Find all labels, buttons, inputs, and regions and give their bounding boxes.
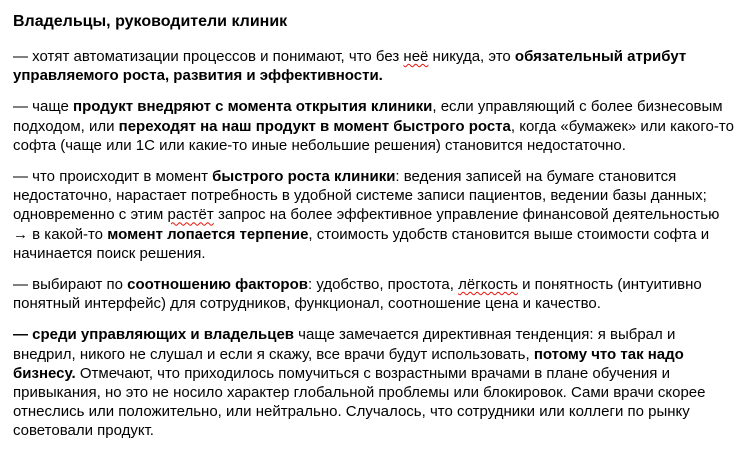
misspelled-word: неё bbox=[403, 48, 429, 65]
document-heading: Владельцы, руководители клиник bbox=[13, 13, 288, 30]
bold-text-run: соотношению факторов bbox=[127, 276, 308, 294]
text-run: и понятность (интуитивно понятный интерфейс) для сотрудников, функционал, соотношение цена и качество. bbox=[13, 276, 702, 313]
paragraph bbox=[13, 47, 736, 85]
bold-text-run: момент лопается терпение bbox=[107, 225, 309, 243]
bold-text-run: обязательный атрибут управляемого роста, развития и эффективности. bbox=[13, 48, 687, 85]
text-run: Отмечают, что приходилось помучиться с возрастными врачами в плане обучения и привыкания, но это не носило характер глобальной проблемы или блокировок. Сами врачи скорее отнеслись или положительно, или нейтрально. Случалось, что сотрудники или коллеги по рынку советовали продукт. bbox=[13, 364, 706, 440]
bold-text-run: — среди управляющих и владельцев bbox=[13, 326, 295, 344]
paragraph bbox=[13, 97, 736, 155]
misspelled-word: лёгкость bbox=[458, 276, 518, 294]
bold-text-run: переходят на наш продукт в момент быстрого роста bbox=[118, 117, 511, 135]
bold-text-run: потому что так надо бизнесу. bbox=[13, 345, 684, 382]
text-run: никуда, это bbox=[428, 48, 515, 65]
text-run: — хотят автоматизации процессов и понимают, что без bbox=[13, 48, 404, 65]
paragraph bbox=[13, 167, 736, 263]
text-run: чаще замечается директивная тенденция: я выбрал и внедрил, никого не слушал и если я скажу, все врачи будут использовать, bbox=[13, 326, 676, 363]
bold-text-run: быстрого роста клиники bbox=[212, 168, 396, 186]
text-run: , если управляющий с более бизнесовым подходом, или bbox=[13, 98, 723, 135]
text-run: : удобство, простота, bbox=[307, 276, 459, 294]
text-run: : ведения записей на бумаге становится недостаточно, нарастает потребность в удобной системе записи пациентов, ведении базы данных; одновременно с этим bbox=[13, 168, 707, 224]
paragraph bbox=[13, 325, 736, 440]
document-body bbox=[13, 47, 736, 441]
text-run: — выбирают по bbox=[13, 276, 128, 294]
text-run: — чаще bbox=[13, 98, 74, 116]
paragraph bbox=[13, 275, 736, 313]
bold-text-run: продукт внедряют с момента открытия клиники bbox=[73, 98, 433, 116]
text-run: , стоимость удобств становится выше стоимости софта и начинается поиск решения. bbox=[13, 225, 710, 262]
text-run: запрос на более эффективное управление финансовой деятельностью → в какой-то bbox=[13, 206, 720, 243]
text-run: — что происходит в момент bbox=[13, 168, 213, 186]
text-run: , когда «бумажек» или какого-то софта (чаще или 1С или какие-то иные небольшие решения) становится недостаточно. bbox=[13, 117, 734, 154]
misspelled-word: растёт bbox=[167, 206, 214, 224]
